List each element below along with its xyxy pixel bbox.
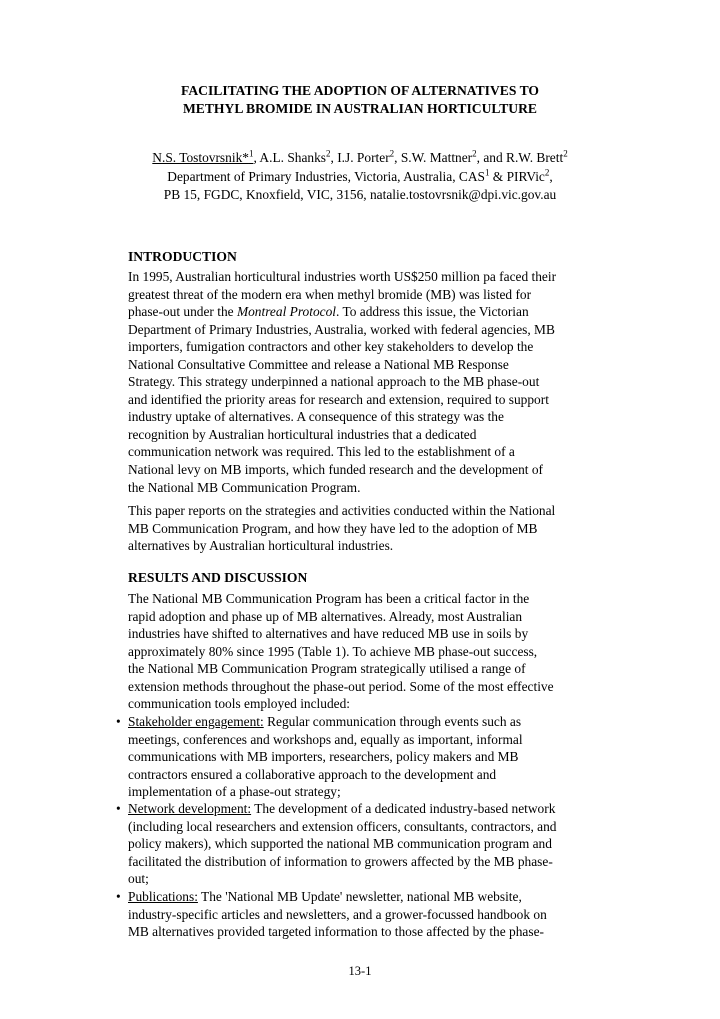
bullet-network-development: • Network development: The development of a dedicated industry-based network (including local researchers and extension officers, consultants, contractors, and policy makers), which supported the national MB communication program and facilitated the distribution of information to growers affected by the MB phase- out; bbox=[116, 801, 557, 887]
title-line-2: METHYL BROMIDE IN AUSTRALIAN HORTICULTURE bbox=[182, 101, 538, 116]
author-5: , and R.W. Brett bbox=[476, 150, 564, 165]
bullet-stakeholder-engagement: • Stakeholder engagement: Regular communication through events such as meetings, conferences and workshops and, equally as important, informal communications with MB importers, researchers, policy makers and MB contractors ensured a collaborative approach to the development and implementation of a phase-out strategy; bbox=[116, 714, 523, 800]
bullet-label: Network development: bbox=[128, 801, 252, 816]
introduction-heading: INTRODUCTION bbox=[128, 249, 237, 264]
page-number: 13-1 bbox=[348, 964, 372, 978]
bullet-label: Stakeholder engagement: bbox=[128, 714, 264, 729]
introduction-paragraph-1: In 1995, Australian horticultural industries worth US$250 million pa faced their greatest threat of the modern era when methyl bromide (MB) was listed for phase-out under the Montreal Protocol. To address this issue, the Victorian Department of Primary Industries, Australia, worked with federal agencies, MB importers, fumigation contractors and other key stakeholders to develop the National Consultative Committee and release a National MB Response Strategy. This strategy underpinned a national approach to the MB phase-out and identified the priority areas for research and extension, required to support industry uptake of alternatives. A consequence of this strategy was the recognition by Australian horticultural industries that a dedicated communication network was required. This led to the establishment of a National levy on MB imports, which funded research and the development of the National MB Communication Program. bbox=[128, 269, 557, 495]
title-line-1: FACILITATING THE ADOPTION OF ALTERNATIVES TO bbox=[181, 83, 539, 98]
montreal-protocol-italic: Montreal Protocol bbox=[236, 304, 337, 320]
lead-author: N.S. Tostovrsnik*$^1$ bbox=[152, 148, 254, 165]
affiliation-line-1: Department of Primary Industries, Victoria, Australia, CAS$^1$ & PIRVic$^2$, bbox=[167, 167, 553, 184]
author-2: , A.L. Shanks bbox=[253, 150, 327, 165]
introduction-paragraph-2: This paper reports on the strategies and activities conducted within the National MB Communication Program, and how they have led to the adoption of MB alternatives by Australian horticultural industries. bbox=[128, 503, 556, 554]
results-heading: RESULTS AND DISCUSSION bbox=[128, 570, 308, 585]
author-block bbox=[0, 149, 720, 205]
paper-title bbox=[0, 82, 720, 118]
results-paragraph-1: The National MB Communication Program has been a critical factor in the rapid adoption and phase up of MB alternatives. Already, most Australian industries have shifted to alternatives and have reduced MB use in soils by approximately 80% since 1995 (Table 1). To achieve MB phase-out success, the National MB Communication Program strategically utilised a range of extension methods throughout the phase-out period. Some of the most effective communication tools employed included: bbox=[128, 591, 554, 712]
bullet-publications: • Publications: The 'National MB Update' newsletter, national MB website, industry-specific articles and newsletters, and a grower-focussed handbook on MB alternatives provided targeted information to those affected by the phase- bbox=[116, 889, 547, 940]
author-3: , I.J. Porter bbox=[330, 150, 390, 165]
bullet-icon: • bbox=[116, 714, 121, 729]
author-line: N.S. Tostovrsnik*$^1$, A.L. Shanks$^2$, I.J. Porter$^2$, S.W. Mattner$^2$, and R.W. Brett$^2$ bbox=[152, 148, 568, 165]
affiliation-line-2: PB 15, FGDC, Knoxfield, VIC, 3156, natalie.tostovrsnik@dpi.vic.gov.au bbox=[163, 187, 557, 202]
bullet-label: Publications: bbox=[128, 889, 198, 904]
bullet-icon: • bbox=[116, 801, 121, 816]
bullet-icon: • bbox=[116, 889, 121, 904]
author-4: , S.W. Mattner bbox=[394, 150, 473, 165]
